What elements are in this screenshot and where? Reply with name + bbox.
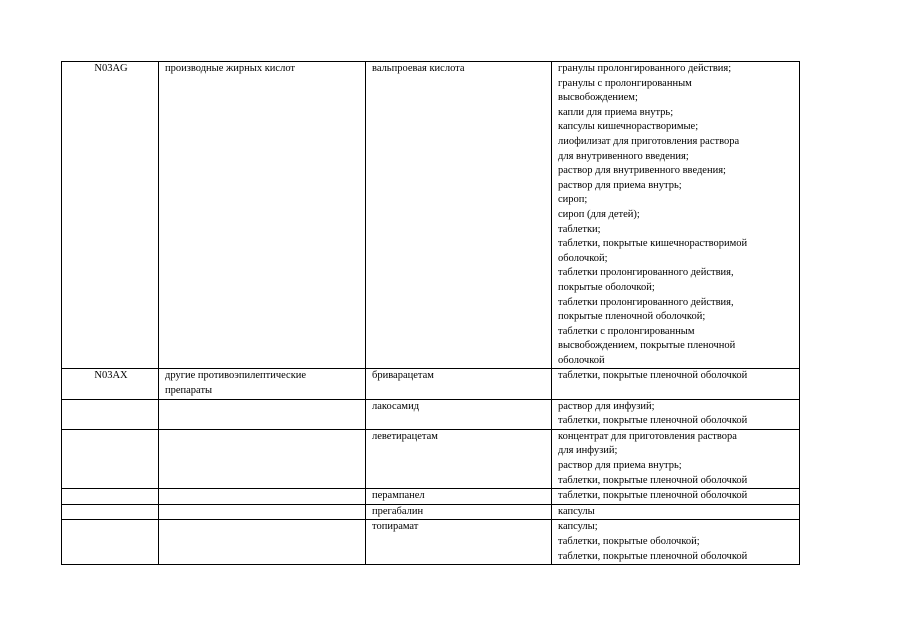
dosage-forms-cell: гранулы пролонгированного действия; гранулы с пролонгированным высвобождением; капли для приема внутрь; капсулы кишечнорастворимые; лиофилизат для приготовления раствора для внутривенного введения; раствор для внутривенного введения; раствор для приема внутрь; сироп; сироп (для детей); таблетки; таблетки, покрытые кишечнорастворимой оболочкой; таблетки пролонгированного действия, покрытые оболочкой; таблетки пролонгированного действия, покрытые пленочной оболочкой; таблетки с пролонгированным высвобождением, покрытые пленочной оболочкой [552,62,800,369]
table-row [62,399,800,429]
table-row [62,429,800,488]
dosage-forms-cell: концентрат для приготовления раствора для инфузий; раствор для приема внутрь; таблетки, покрытые пленочной оболочкой [552,429,800,488]
table-row [62,504,800,520]
pharmacological-group-cell [159,429,366,488]
atc-code-cell [62,399,159,429]
atc-code-cell [62,520,159,565]
drug-name-cell: вальпроевая кислота [366,62,552,369]
drug-name-cell: леветирацетам [366,429,552,488]
pharmacological-group-cell [159,399,366,429]
pharmacological-group-cell: производные жирных кислот [159,62,366,369]
dosage-forms-cell: раствор для инфузий; таблетки, покрытые пленочной оболочкой [552,399,800,429]
dosage-forms-cell: таблетки, покрытые пленочной оболочкой [552,369,800,399]
pharmacological-group-cell: другие противоэпилептические препараты [159,369,366,399]
dosage-forms-cell: капсулы; таблетки, покрытые оболочкой; таблетки, покрытые пленочной оболочкой [552,520,800,565]
pharmacological-group-cell [159,504,366,520]
drug-name-cell: перампанел [366,489,552,505]
pharmacological-group-cell [159,520,366,565]
drug-name-cell: топирамат [366,520,552,565]
atc-code-cell [62,489,159,505]
atc-code-cell [62,429,159,488]
atc-code-cell: N03AX [62,369,159,399]
dosage-forms-cell: таблетки, покрытые пленочной оболочкой [552,489,800,505]
atc-code-cell [62,504,159,520]
drug-name-cell: лакосамид [366,399,552,429]
drug-name-cell: прегабалин [366,504,552,520]
dosage-forms-cell: капсулы [552,504,800,520]
drug-name-cell: бриварацетам [366,369,552,399]
table-row [62,62,800,369]
table-row [62,489,800,505]
atc-code-cell: N03AG [62,62,159,369]
pharmacological-group-cell [159,489,366,505]
medication-table [61,61,800,565]
table-row [62,369,800,399]
table-row [62,520,800,565]
